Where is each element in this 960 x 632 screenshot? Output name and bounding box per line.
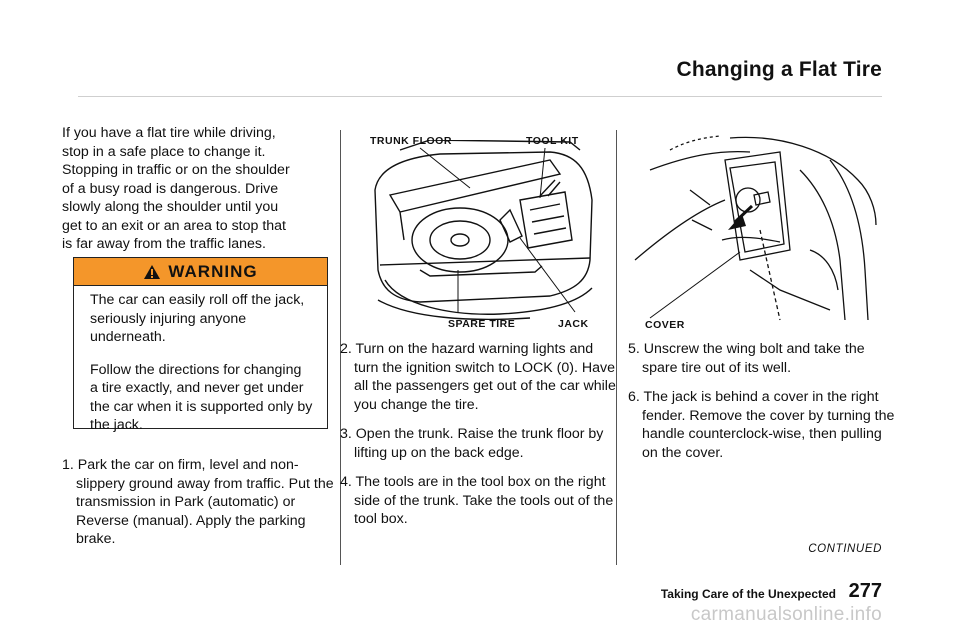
continued-marker: CONTINUED (808, 543, 882, 555)
label-jack: JACK (558, 318, 589, 330)
step-1: 1. Park the car on firm, level and non-slippery ground away from traffic. Put the transmission in Park (automatic) or Reverse (manual). Apply the parking brake. (62, 457, 334, 547)
warning-paragraph: The car can easily roll off the jack, seriously injuring anyone underneath. (90, 292, 305, 345)
label-trunk-floor: TRUNK FLOOR (370, 135, 452, 147)
steps-column-2 (340, 340, 620, 540)
watermark: carmanualsonline.info (690, 604, 882, 625)
warning-triangle-icon (143, 264, 161, 280)
step-5: 5. Unscrew the wing bolt and take the spare tire out of its well. (628, 341, 865, 376)
warning-body (74, 286, 327, 435)
page-title: Changing a Flat Tire (676, 58, 882, 81)
intro-line: slowly along the shoulder until you (62, 199, 279, 215)
warning-header (74, 258, 327, 286)
intro-line: Stopping in traffic or on the shoulder (62, 162, 290, 178)
footer-section-title: Taking Care of the Unexpected (660, 587, 836, 601)
intro-column (62, 124, 340, 254)
warning-paragraph: Follow the directions for changing a tire exactly, and never get under the car when it is supported only by the jack. (90, 361, 313, 433)
step-4: 4. The tools are in the tool box on the right side of the trunk. Take the tools out of the tool box. (340, 474, 614, 527)
intro-line: stop in a safe place to change it. (62, 143, 266, 160)
warning-title: WARNING (168, 261, 258, 281)
intro-line: If you have a flat tire while driving, (62, 125, 276, 141)
warning-box (73, 257, 328, 433)
page-number: 277 (848, 580, 882, 602)
label-spare-tire: SPARE TIRE (448, 318, 516, 330)
label-cover: COVER (645, 319, 685, 331)
step-1-container (62, 456, 340, 549)
label-tool-kit: TOOL KIT (526, 135, 579, 147)
step-6: 6. The jack is behind a cover in the right fender. Remove the cover by turning the handle counterclock-wise, then pulling on the cover. (628, 389, 895, 461)
trunk-illustration (360, 140, 605, 320)
header-divider (78, 96, 882, 97)
intro-line: is far away from the traffic lanes. (62, 236, 266, 252)
intro-line: get to an exit or an area to stop that (62, 217, 286, 234)
intro-line: of a busy road is dangerous. Drive (62, 180, 279, 197)
step-3: 3. Open the trunk. Raise the trunk floor by lifting up on the back edge. (340, 426, 604, 461)
step-2: 2. Turn on the hazard warning lights and turn the ignition switch to LOCK (0). Have all the passengers get out of the car while you change the tire. (340, 341, 616, 413)
jack-cover-illustration (630, 130, 882, 325)
steps-column-3 (628, 340, 898, 473)
